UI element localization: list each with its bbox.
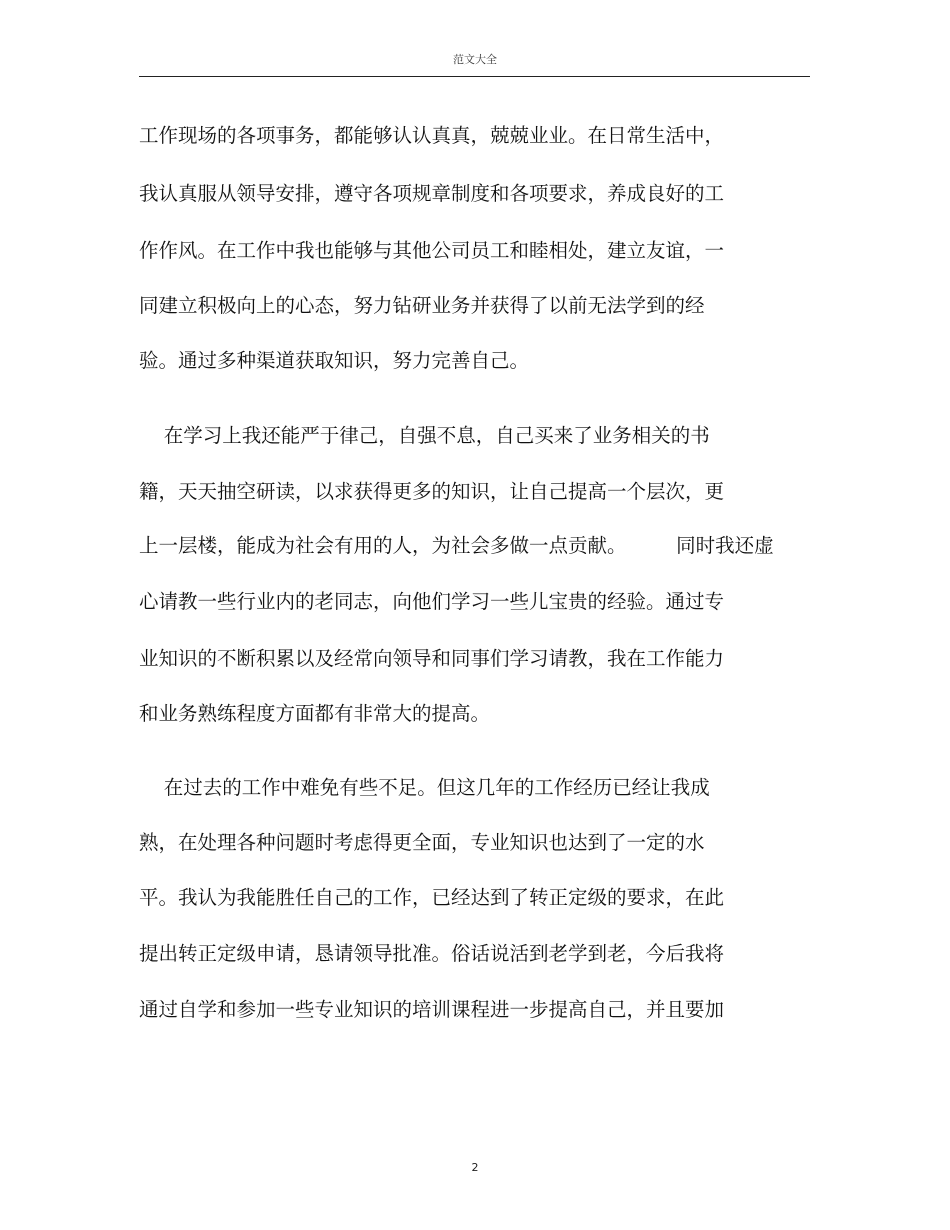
body-line: 心请教一些行业内的老同志，向他们学习一些儿宝贵的经验。通过专 [139, 590, 725, 613]
body-line: 我认真服从领导安排，遵守各项规章制度和各项要求，养成良好的工 [139, 182, 725, 205]
body-line: 熟，在处理各种问题时考虑得更全面，专业知识也达到了一定的水 [139, 831, 705, 854]
body-line: 籍，天天抽空研读，以求获得更多的知识，让自己提高一个层次，更 [139, 480, 725, 503]
page-number: 2 [471, 1161, 479, 1174]
body-line: 平。我认为我能胜任自己的工作，已经达到了转正定级的要求，在此 [139, 886, 725, 909]
body-line: 上一层楼，能成为社会有用的人，为社会多做一点贡献。 同时我还虚 [139, 534, 774, 557]
header-divider [139, 76, 810, 77]
body-line: 在学习上我还能严于律己，自强不息，自己买来了业务相关的书 [139, 424, 710, 447]
body-line: 业知识的不断积累以及经常向领导和同事们学习请教，我在工作能力 [139, 647, 725, 670]
body-line: 同建立积极向上的心态，努力钻研业务并获得了以前无法学到的经 [139, 294, 705, 317]
body-line: 提出转正定级申请，恳请领导批准。俗话说活到老学到老，今后我将 [139, 942, 725, 965]
body-line: 作作风。在工作中我也能够与其他公司员工和睦相处，建立友谊，一 [139, 239, 725, 262]
body-line: 验。通过多种渠道获取知识，努力完善自己。 [139, 349, 530, 372]
body-line: 通过自学和参加一些专业知识的培训课程进一步提高自己，并且要加 [139, 998, 725, 1021]
page-header-title: 范文大全 [453, 53, 497, 66]
body-line: 在过去的工作中难免有些不足。但这几年的工作经历已经让我成 [139, 776, 710, 799]
body-line: 和业务熟练程度方面都有非常大的提高。 [139, 702, 491, 725]
body-line: 工作现场的各项事务，都能够认认真真，兢兢业业。在日常生活中， [139, 124, 725, 147]
